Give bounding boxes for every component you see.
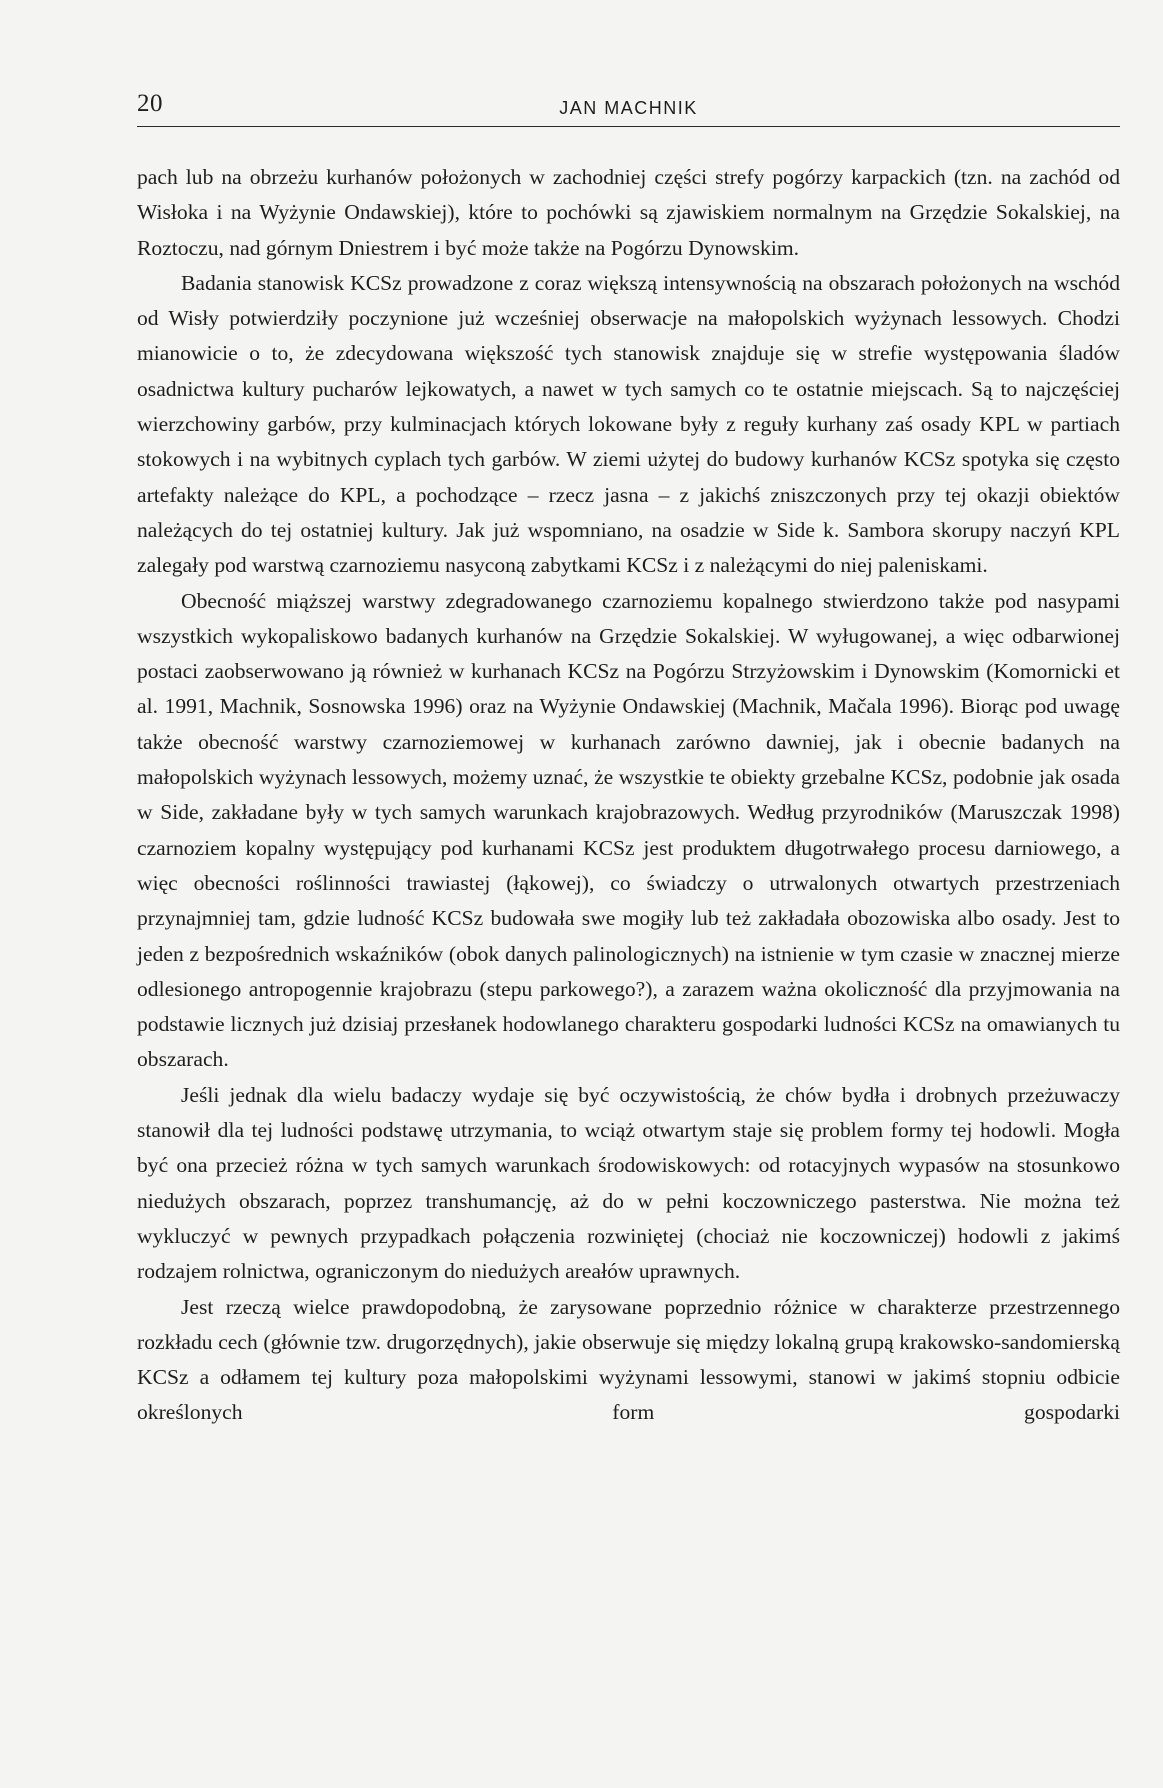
running-head: JAN MACHNIK [559,98,698,118]
paragraph-continued: pach lub na obrzeżu kurhanów położonych w zachodniej części strefy pogórzy karpackich (tzn. na zachód od Wisłoka i na Wyżynie Ondawskiej), które to pochówki są zjawiskiem normalnym na Grzędzie Sokalskiej, na Roztoczu, nad górnym Dniestrem i być może także na Pogórzu Dynowskim. [137,165,1120,260]
paragraph: Obecność miąższej warstwy zdegradowanego czarnoziemu kopalnego stwierdzono także pod nasypami wszystkich wykopaliskowo badanych kurhanów na Grzędzie Sokalskiej. W wyługowanej, a więc odbarwionej postaci zaobserwowano ją również w kurhanach KCSz na Pogórzu Strzyżowskim i Dynowskim (Komornicki et al. 1991, Machnik, Sosnowska 1996) oraz na Wyżynie Ondawskiej (Machnik, Mačala 1996). Biorąc pod uwagę także obecność warstwy czarnoziemowej w kurhanach zarówno dawniej, jak i obecnie badanych na małopolskich wyżynach lessowych, możemy uznać, że wszystkie te obiekty grzebalne KCSz, podobnie jak osada w Side, zakładane były w tych samych warunkach krajobrazowych. Według przyrodników (Maruszczak 1998) czarnoziem kopalny występujący pod kurhanami KCSz jest produktem długotrwałego procesu darniowego, a więc obecności roślinności trawiastej (łąkowej), co świadczy o utrwalonych otwartych przestrzeniach przynajmniej tam, gdzie ludność KCSz budowała swe mogiły lub też zakładała obozowiska albo osady. Jest to jeden z bezpośrednich wskaźników (obok danych palinologicznych) na istnienie w tym czasie w znacznej mierze odlesionego antropogennie krajobrazu (stepu parkowego?), a zarazem ważna okoliczność dla przyjmowania na podstawie licznych już dzisiaj przesłanek hodowlanego charakteru gospodarki ludności KCSz na omawianych tu obszarach. [137,588,1120,1072]
page-header [137,86,1120,127]
body-text [137,160,1120,1431]
paragraph: Badania stanowisk KCSz prowadzone z coraz większą intensywnością na obszarach położonych na wschód od Wisły potwierdziły poczynione już wcześniej obserwacje na małopolskich wyżynach lessowych. Chodzi mianowicie o to, że zdecydowana większość tych stanowisk znajduje się w strefie występowania śladów osadnictwa kultury pucharów lejkowatych, a nawet w tych samych co te ostatnie miejscach. Są to najczęściej wierzchowiny garbów, przy kulminacjach których lokowane były z reguły kurhany zaś osady KPL w partiach stokowych i na wybitnych cyplach tych garbów. W ziemi użytej do budowy kurhanów KCSz spotyka się często artefakty należące do KPL, a pochodzące – rzecz jasna – z jakichś zniszczonych przy tej okazji obiektów należących do tej ostatniej kultury. Jak już wspomniano, na osadzie w Side k. Sambora skorupy naczyń KPL zalegały pod warstwą czarnoziemu nasyconą zabytkami KCSz i z należącymi do niej paleniskami. [137,270,1120,578]
page-number: 20 [137,90,163,117]
paragraph: Jeśli jednak dla wielu badaczy wydaje się być oczywistością, że chów bydła i drobnych przeżuwaczy stanowił dla tej ludności podstawę utrzymania, to wciąż otwartym staje się problem formy tej hodowli. Mogła być ona przecież różna w tych samych warunkach środowiskowych: od rotacyjnych wypasów na stosunkowo niedużych obszarach, poprzez transhumancję, aż do w pełni koczowniczego pasterstwa. Nie można też wykluczyć w pewnych przypadkach połączenia rozwiniętej (chociaż nie koczowniczej) hodowli z jakimś rodzajem rolnictwa, ograniczonym do niedużych areałów uprawnych. [137,1082,1120,1284]
paragraph: Jest rzeczą wielce prawdopodobną, że zarysowane poprzednio różnice w charakterze przestrzennego rozkładu cech (głównie tzw. drugorzędnych), jakie obserwuje się między lokalną grupą krakowsko-sandomierską KCSz a odłamem tej kultury poza małopolskimi wyżynami lessowymi, stanowi w jakimś stopniu odbicie określonych form gospodarki [137,1294,1120,1425]
